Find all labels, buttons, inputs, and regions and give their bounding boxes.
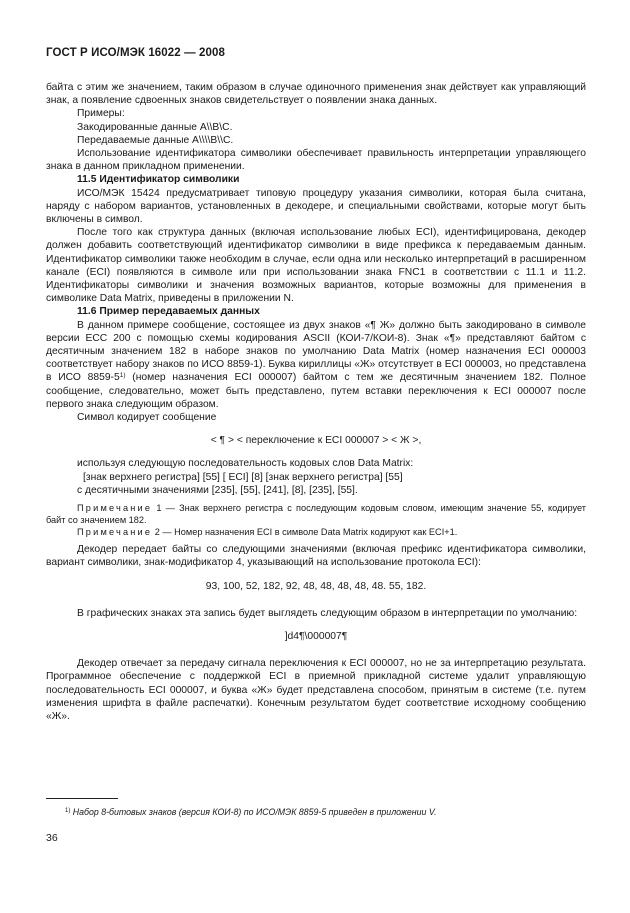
note-1-text: 1 — Знак верхнего регистра с последующим кодовым словом, имеющим значение 55, кодирует байт со значением 182. xyxy=(46,503,586,526)
codeword-sequence: [знак верхнего регистра] [55] [ ECI] [8] [знак верхнего регистра] [55] xyxy=(83,471,403,483)
example-encoded: Закодированные данные A\\B\C. xyxy=(77,121,233,133)
decimal-values: с десятичными значениями [235], [55], [241], [8], [235], [55]. xyxy=(77,484,358,496)
section-11-5-paragraph-2: После того как структура данных (включая использование любых ECI), идентифицирована, декодер должен добавить соответствующий идентификатор символики в виде префикса к передаваемым данным. Идентификатор символики также необходим в случае, если одна или несколько интерпретаций в расширенном канале (ECI) появляются в символе или при использовании знака FNC1 в соответствии с 11.1 и 11.2. Идентификаторы символики и значения возможных вариантов, которые возможны для применения в символике Data Matrix, приведены в приложении N. xyxy=(46,227,586,305)
section-11-6-text-a: В данном примере сообщение, состоящее из двух знаков «¶ Ж» должно быть закодировано в символе версии ECC 200 с помощью схемы кодирования ASCII (КОИ-7/КОИ-8). Знак «¶» представляют байтом с десятичным значением 182 в наборе знаков по умолчанию Data Matrix (номер назначения ECI 000003 соответствует набору знаков по ИСО 8859-1). Буква кириллицы «Ж» отсутствует в ECI 000003, но представлена в ИСО 8859-5 xyxy=(46,319,586,384)
paragraph-control-char: байта с этим же значением, таким образом в случае одиночного применения знак действует как управляющий знак, а появление сдвоенных знаков свидетельствует о появлении знака данных. xyxy=(46,82,586,107)
graphic-representation-line: ]d4¶\000007¶ xyxy=(284,630,348,642)
section-11-6-title: 11.6 Пример передаваемых данных xyxy=(77,306,260,318)
page-number: 36 xyxy=(46,832,58,844)
footnote-text: Набор 8-битовых знаков (версия КОИ-8) по ИСО/МЭК 8859-5 приведен в приложении V. xyxy=(70,807,437,817)
footnote xyxy=(65,806,585,818)
section-11-6-paragraph-1 xyxy=(46,319,586,411)
example-transmitted: Передаваемые данные A\\\\B\\C. xyxy=(77,134,234,146)
decoder-responsible-paragraph: Декодер отвечает за передачу сигнала переключения к ECI 000007, но не за интерпретацию результата. Программное обеспечение с поддержкой ECI в приемной прикладной системе удалит управляющую последовательность ECI 000007, и буква «Ж» будет представлена способом, принятым в системе (т.е. путем изменения шрифта в файле распечатки). Конечным результатом будет соответствие исходному сообщению «Ж». xyxy=(46,658,586,722)
graphic-intro-paragraph: В графических знаках эта запись будет выглядеть следующим образом в интерпретации по умолчанию: xyxy=(77,607,578,619)
note-1 xyxy=(46,502,586,526)
footnote-mark: 1) xyxy=(65,808,71,814)
footnote-divider xyxy=(46,798,118,799)
note-2 xyxy=(46,526,586,538)
symbol-encodes-line: Символ кодирует сообщение xyxy=(77,412,217,424)
paragraph-usage: Использование идентификатора символики обеспечивает правильность интерпретации управляющего знака в данном прикладном применении. xyxy=(46,148,586,173)
decoder-transmits-paragraph: Декодер передает байты со следующими значениями (включая префикс идентификатора символики, вариант символики, знак-модификатор 4, указывающий на использование протокола ECI): xyxy=(46,544,586,569)
section-11-6-text-b: (номер назначения ECI 000007) байтом с тем же десятичным значением 182. Полное сообщение, следовательно, может быть представлено, путем вставки переключения к ECI 000007 после первого знака следующим образом. xyxy=(46,372,586,410)
note-2-label: Примечание xyxy=(77,527,153,538)
note-2-text: 2 — Номер назначения ECI в символе Data Matrix кодируют как ECI+1. xyxy=(152,527,458,538)
section-11-5-title: 11.5 Идентификатор символики xyxy=(77,174,240,186)
note-1-label: Примечание xyxy=(77,503,153,514)
body-text xyxy=(46,81,586,723)
section-11-5-paragraph-1: ИСО/МЭК 15424 предусматривает типовую процедуру указания символики, которая была считана, наряду с набором вариантов, установленных в декодере, и специальными свойствами, которые могут быть включены в символ. xyxy=(46,187,586,226)
examples-label: Примеры: xyxy=(77,108,125,120)
document-header: ГОСТ Р ИСО/МЭК 16022 — 2008 xyxy=(46,47,225,59)
byte-values-line: 93, 100, 52, 182, 92, 48, 48, 48, 48, 48. 55, 182. xyxy=(205,580,427,592)
codeword-sequence-intro: используя следующую последовательность кодовых слов Data Matrix: xyxy=(77,458,414,470)
formula-message: < ¶ > < переключение к ECI 000007 > < Ж >, xyxy=(210,435,422,447)
footnote-reference: 1) xyxy=(119,372,126,380)
